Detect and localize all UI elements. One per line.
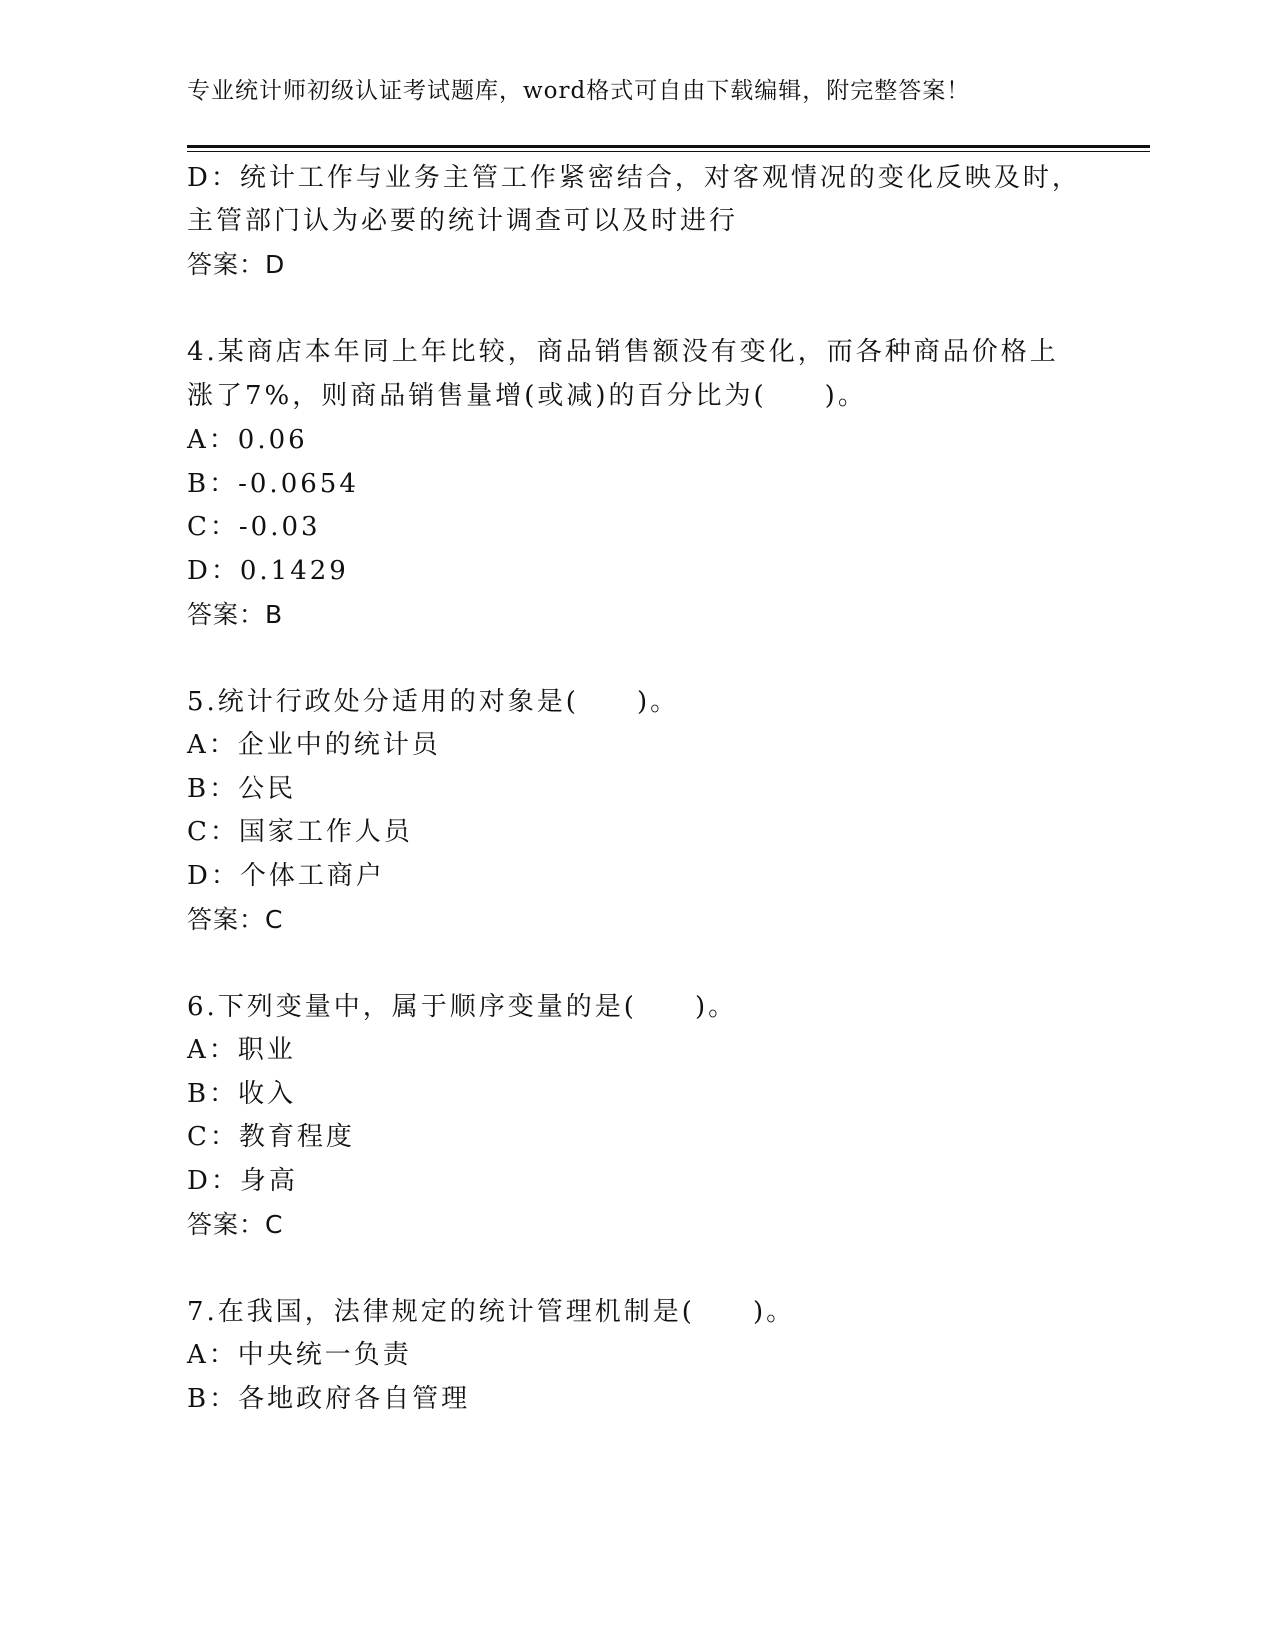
header-rule-thin [187, 151, 1150, 152]
option-b: B：收入 [187, 1079, 297, 1109]
question-stem-line-1: 5.统计行政处分适用的对象是( )。 [187, 687, 680, 717]
option-d: D：身高 [187, 1166, 298, 1196]
option-c: C：教育程度 [187, 1122, 355, 1152]
answer-line: 答案：C [187, 1210, 284, 1239]
answer-line: 答案：D [187, 250, 286, 279]
option-b: B：-0.0654 [187, 469, 359, 499]
option-c: C：国家工作人员 [187, 817, 413, 847]
option-d-line-2: 主管部门认为必要的统计调查可以及时进行 [187, 206, 739, 236]
option-b: B：各地政府各自管理 [187, 1384, 471, 1414]
question-stem-line-1: 6.下列变量中，属于顺序变量的是( )。 [187, 992, 738, 1022]
question-stem-line-1: 7.在我国，法律规定的统计管理机制是( )。 [187, 1297, 796, 1327]
option-d-line-1: D：统计工作与业务主管工作紧密结合，对客观情况的变化反映及时， [187, 163, 1081, 193]
page-header: 专业统计师初级认证考试题库，word格式可自由下载编辑，附完整答案！ [187, 78, 971, 104]
question-stem-line-1: 4.某商店本年同上年比较，商品销售额没有变化，而各种商品价格上 [187, 337, 1059, 367]
option-d: D：0.1429 [187, 556, 349, 586]
option-c: C：-0.03 [187, 512, 321, 542]
option-b: B：公民 [187, 774, 297, 804]
option-a: A：中央统一负责 [187, 1340, 412, 1370]
option-d: D：个体工商户 [187, 861, 385, 891]
option-a: A：职业 [187, 1035, 296, 1065]
option-a: A：0.06 [187, 425, 308, 455]
question-stem-line-2: 涨了7%，则商品销售量增(或减)的百分比为( )。 [187, 381, 867, 411]
answer-line: 答案：C [187, 905, 284, 934]
option-a: A：企业中的统计员 [187, 730, 441, 760]
answer-line: 答案：B [187, 600, 284, 629]
header-rule-thick [187, 145, 1150, 148]
